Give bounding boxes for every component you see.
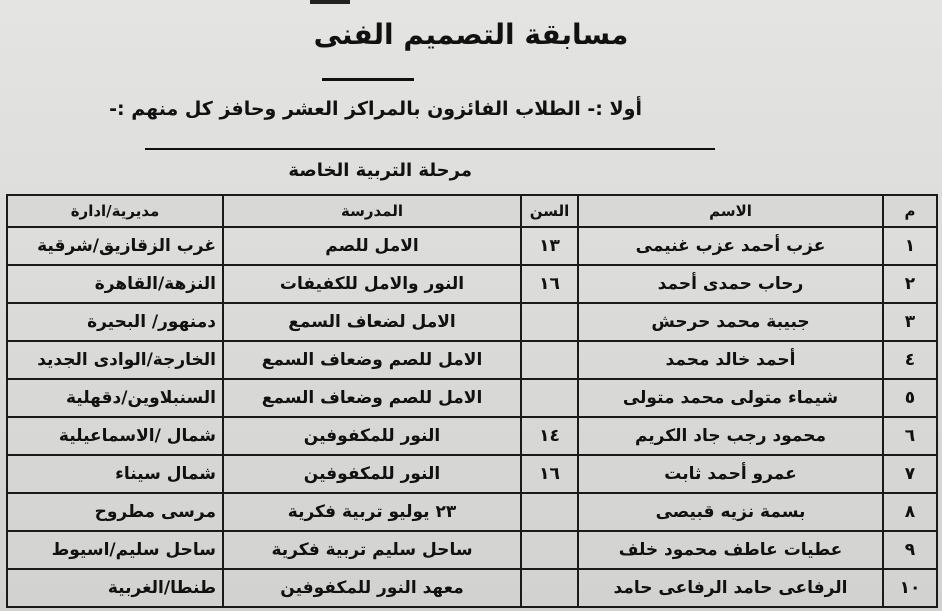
school-name: الامل لضعاف السمع: [223, 303, 521, 341]
student-age: ١٦: [521, 455, 578, 493]
row-number: ٦: [883, 417, 937, 455]
table-row: [7, 531, 937, 569]
school-name: الامل للصم: [223, 227, 521, 265]
student-name: أحمد خالد محمد: [578, 341, 883, 379]
row-number: ٥: [883, 379, 937, 417]
directorate-name: الخارجة/الوادى الجديد: [7, 341, 223, 379]
school-name: ٢٣ يوليو تربية فكرية: [223, 493, 521, 531]
school-name: الامل للصم وضعاف السمع: [223, 379, 521, 417]
student-name: عطيات عاطف محمود خلف: [578, 531, 883, 569]
student-age: [521, 303, 578, 341]
header-age: السن: [521, 195, 578, 227]
student-age: ١٣: [521, 227, 578, 265]
student-age: ١٤: [521, 417, 578, 455]
title-underline: [322, 78, 414, 81]
student-name: عمرو أحمد ثابت: [578, 455, 883, 493]
header-school: المدرسة: [223, 195, 521, 227]
directorate-name: السنبلاوين/دقهلية: [7, 379, 223, 417]
table-row: [7, 455, 937, 493]
header-num: م: [883, 195, 937, 227]
directorate-name: مرسى مطروح: [7, 493, 223, 531]
student-age: [521, 569, 578, 607]
student-age: [521, 341, 578, 379]
row-number: ٢: [883, 265, 937, 303]
student-age: [521, 493, 578, 531]
table-row: [7, 265, 937, 303]
row-number: ٩: [883, 531, 937, 569]
header-name: الاسم: [578, 195, 883, 227]
directorate-name: ساحل سليم/اسيوط: [7, 531, 223, 569]
school-name: ساحل سليم تربية فكرية: [223, 531, 521, 569]
student-age: ١٦: [521, 265, 578, 303]
student-name: محمود رجب جاد الكريم: [578, 417, 883, 455]
row-number: ٤: [883, 341, 937, 379]
student-age: [521, 531, 578, 569]
school-name: النور للمكفوفين: [223, 455, 521, 493]
directorate-name: شمال /الاسماعيلية: [7, 417, 223, 455]
document-title: مسابقة التصميم الفنى: [313, 18, 629, 51]
student-name: شيماء متولى محمد متولى: [578, 379, 883, 417]
winners-table: [6, 194, 938, 608]
row-number: ٧: [883, 455, 937, 493]
table-row: [7, 417, 937, 455]
directorate-name: دمنهور/ البحيرة: [7, 303, 223, 341]
school-name: النور والامل للكفيفات: [223, 265, 521, 303]
directorate-name: طنطا/الغربية: [7, 569, 223, 607]
student-name: عزب أحمد عزب غنيمى: [578, 227, 883, 265]
row-number: ٨: [883, 493, 937, 531]
student-name: بسمة نزيه قبيصى: [578, 493, 883, 531]
table-header-row: [7, 195, 937, 227]
student-age: [521, 379, 578, 417]
table-row: [7, 227, 937, 265]
table-row: [7, 493, 937, 531]
intro-text: أولا :- الطلاب الفائزون بالمراكز العشر وحافز كل منهم :-: [109, 98, 642, 120]
student-name: رحاب حمدى أحمد: [578, 265, 883, 303]
student-name: جبيبة محمد حرحش: [578, 303, 883, 341]
top-divider: [310, 0, 350, 4]
school-name: الامل للصم وضعاف السمع: [223, 341, 521, 379]
header-directorate: مديرية/ادارة: [7, 195, 223, 227]
student-name: الرفاعى حامد الرفاعى حامد: [578, 569, 883, 607]
table-row: [7, 341, 937, 379]
directorate-name: النزهة/القاهرة: [7, 265, 223, 303]
directorate-name: غرب الزقازيق/شرقية: [7, 227, 223, 265]
school-name: معهد النور للمكفوفين: [223, 569, 521, 607]
school-name: النور للمكفوفين: [223, 417, 521, 455]
table-row: [7, 379, 937, 417]
table-row: [7, 303, 937, 341]
row-number: ١: [883, 227, 937, 265]
row-number: ٣: [883, 303, 937, 341]
row-number: ١٠: [883, 569, 937, 607]
intro-divider: [145, 148, 715, 150]
directorate-name: شمال سيناء: [7, 455, 223, 493]
table-row: [7, 569, 937, 607]
stage-heading: مرحلة التربية الخاصة: [288, 160, 472, 181]
